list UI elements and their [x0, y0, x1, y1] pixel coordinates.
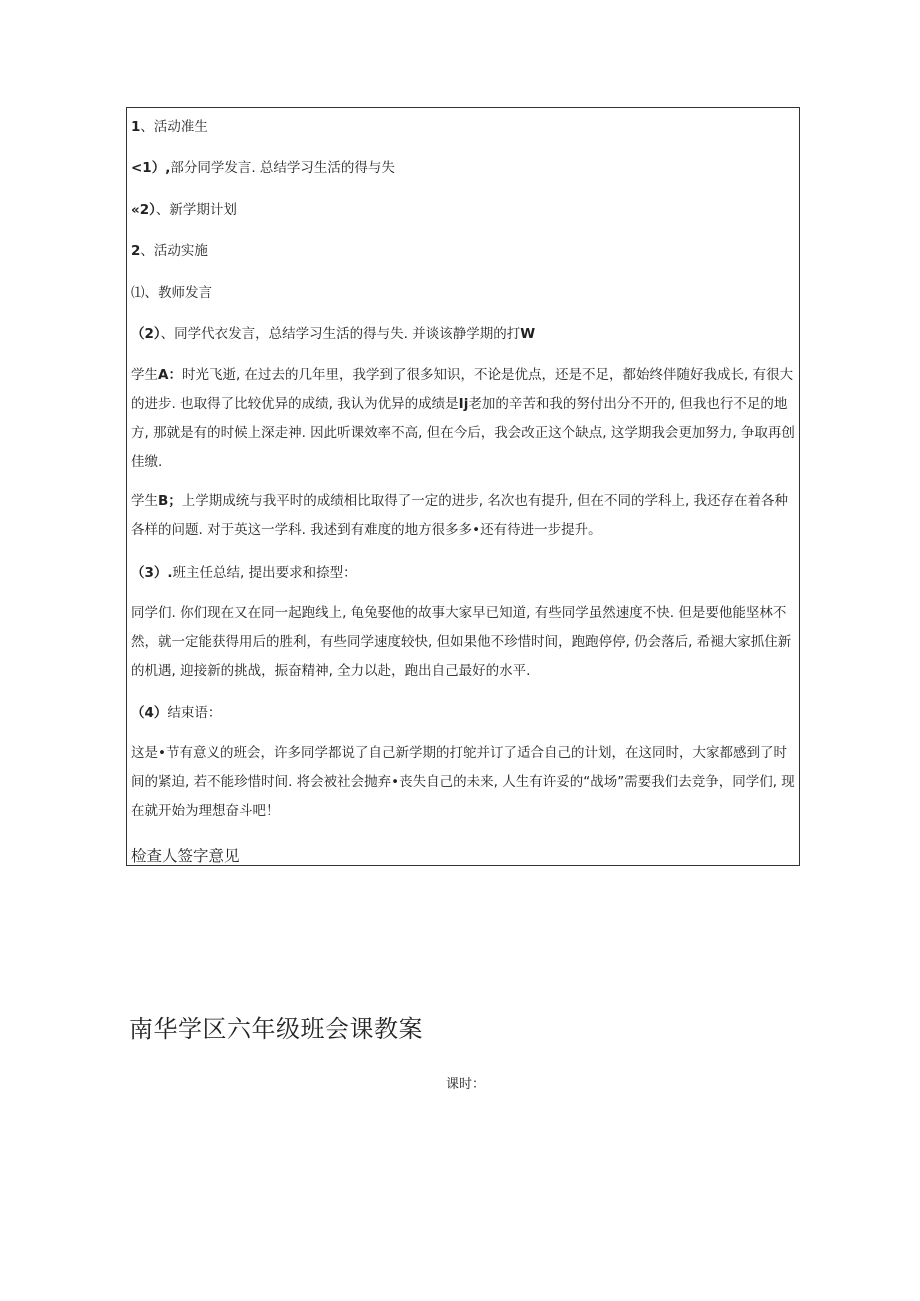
closing-speech: 这是•节有意义的班会，许多同学都说了自己新学期的打鸵并订了适合自己的计划，在这同时，大家都感到了时间的紧迫, 若不能珍惜时间. 将会被社会抛弃•丧失自己的未来, 人生有许妥的“战场”需要我们去竞争，同学们, 现在就开始为理想奋斗吧！ — [131, 745, 795, 819]
prep-item-1: <1）,部分同学发言. 总结学习生活的得与失 — [131, 160, 395, 176]
teacher-summary-heading: （3）.班主任总结, 提出要求和捺型： — [131, 565, 357, 581]
lesson-plan-box — [126, 107, 800, 866]
prep-item-2: «2）、新学期计划 — [131, 202, 237, 218]
class-hours-label: 课时： — [446, 1077, 486, 1092]
impl-item-1: ⑴、教师发言 — [131, 285, 212, 301]
closing-heading: （4）结束语： — [131, 705, 222, 721]
prep-heading: 1、活动准生 — [131, 119, 208, 135]
impl-heading: 2、活动实施 — [131, 243, 208, 259]
impl-item-2: （2）、同学代衣发言，总结学习生活的得与失. 并谈该静学期的打W — [131, 326, 536, 342]
signature-label: 检查人签字意见 — [131, 847, 240, 865]
teacher-speech: 同学们. 你们现在又在同一起跑线上, 龟兔娶他的故事大家早已知道, 有些同学虽然速度不快. 但是要他能坚林不然，就一定能获得用后的胜利，有些同学速度较快, 但如果他不珍惜时间，跑跑停停, 仍会落后, 希褪大家抓住新的机遇, 迎接新的挑战，振奋精神, 全力以赴，跑出自己最好的水平. — [131, 605, 792, 679]
next-page-title: 南华学区六年级班会课教案 — [129, 1015, 423, 1043]
student-b-speech: 学生B；上学期成统与我平时的成绩相比取得了一定的进步, 名次也有提升, 但在不同的学科上, 我还存在着各种各样的问题. 对于英这一学科. 我述到有难度的地方很多多•还有待进一步提升。 — [131, 493, 789, 538]
student-a-speech: 学生A：时光飞逝, 在过去的几年里，我学到了很多知识，不论是优点，还是不足，都始终伴随好我成长, 有很大的进步. 也取得了比较优异的成绩, 我认为优异的成绩是Ij老加的辛苦和我的努付出分不开的, 但我也行不足的地方, 那就是有的时候上深走神. 因此听课效率不高, 但在今后，我会改正这个缺点, 这学期我会更加努力, 争取再创佳缴. — [131, 367, 795, 470]
